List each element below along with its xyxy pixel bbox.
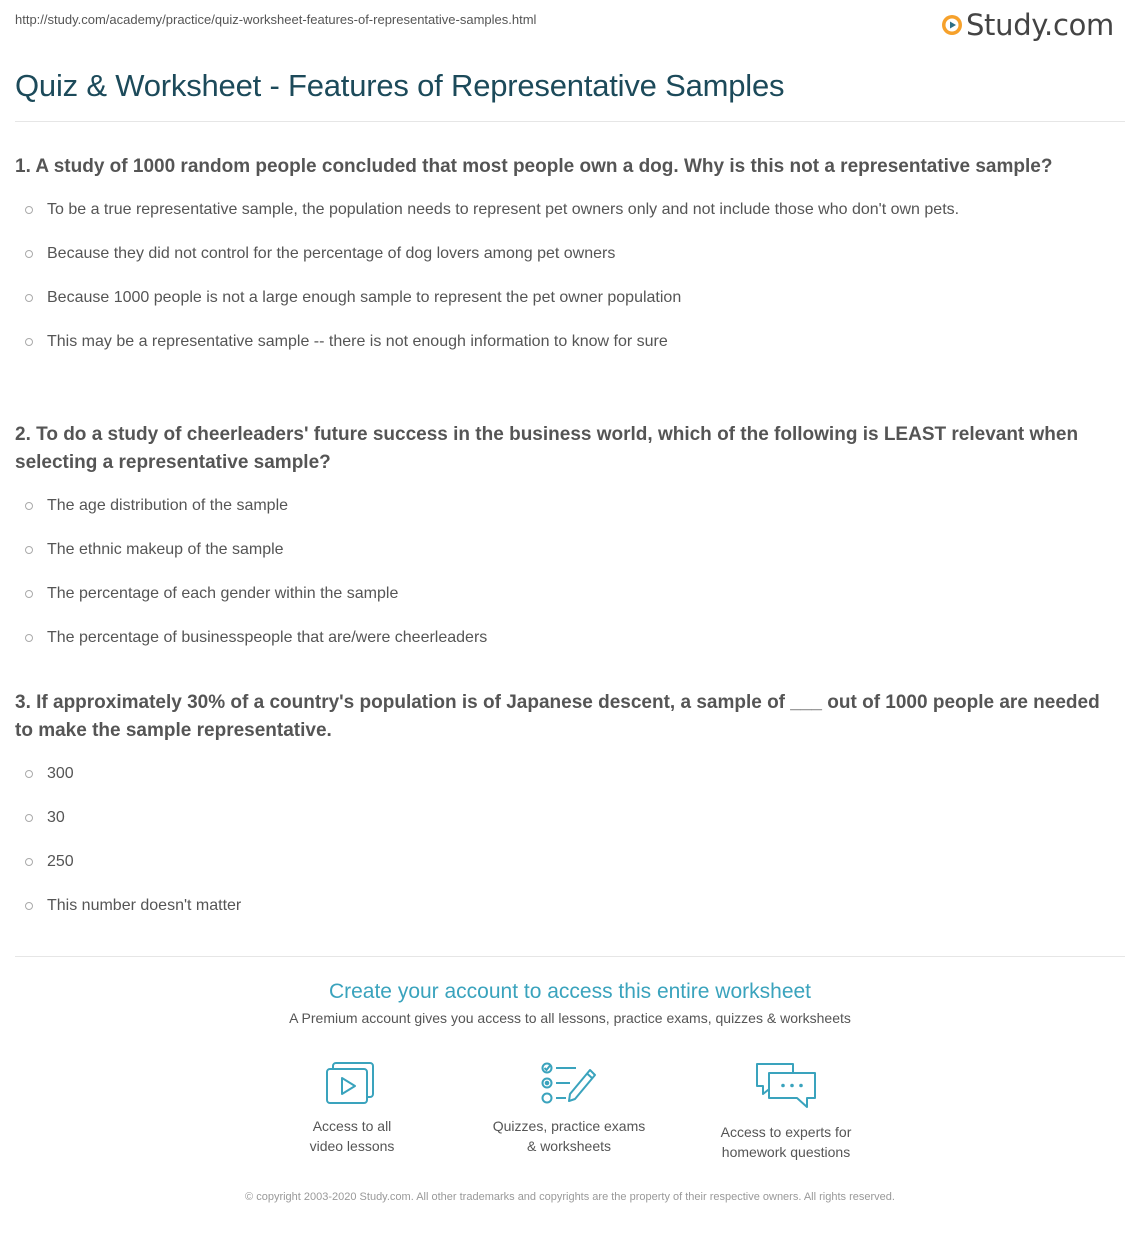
question-text: 2. To do a study of cheerleaders' future success in the business world, which of the following is LEAST relevant when selecting a representative sample? <box>15 424 1079 473</box>
quiz-checklist-icon <box>540 1060 598 1106</box>
answer-option[interactable] <box>15 629 1115 678</box>
answer-options <box>15 765 1115 946</box>
answer-options <box>15 497 1115 678</box>
feature-quizzes <box>469 1060 669 1156</box>
copyright-notice: © copyright 2003-2020 Study.com. All other trademarks and copyrights are the property of their respective owners. All rights reserved. <box>245 1191 895 1203</box>
radio-button[interactable] <box>25 814 33 822</box>
play-circle-icon <box>941 14 963 36</box>
answer-label: 300 <box>47 765 74 782</box>
radio-button[interactable] <box>25 250 33 258</box>
chat-bubbles-icon <box>753 1060 819 1112</box>
radio-button[interactable] <box>25 546 33 554</box>
answer-option[interactable] <box>15 809 1115 858</box>
page-title: Quiz & Worksheet - Features of Representative Samples <box>15 68 785 103</box>
question-3 <box>15 689 1115 946</box>
answer-label: Because 1000 people is not a large enough sample to represent the pet owner population <box>47 289 682 306</box>
cta-title-link[interactable]: Create your account to access this entire worksheet <box>328 980 812 1003</box>
answer-label: The percentage of businesspeople that are/were cheerleaders <box>47 629 488 646</box>
answer-label: This may be a representative sample -- there is not enough information to know for sure <box>47 333 668 350</box>
answer-option[interactable] <box>15 333 1115 382</box>
study-logo[interactable] <box>941 8 1114 42</box>
answer-label: The percentage of each gender within the sample <box>47 585 399 602</box>
answer-options <box>15 201 1115 382</box>
radio-button[interactable] <box>25 338 33 346</box>
answer-label: The age distribution of the sample <box>47 497 289 514</box>
question-2 <box>15 421 1115 678</box>
feature-video-lessons <box>252 1060 452 1156</box>
radio-button[interactable] <box>25 294 33 302</box>
feature-label: Quizzes, practice exams & worksheets <box>492 1118 646 1154</box>
answer-label: Because they did not control for the percentage of dog lovers among pet owners <box>47 245 616 262</box>
video-lessons-icon <box>325 1060 379 1106</box>
answer-label: To be a true representative sample, the population needs to represent pet owners only and not include those who don't own pets. <box>47 201 960 218</box>
feature-experts <box>686 1060 886 1162</box>
page-url: http://study.com/academy/practice/quiz-worksheet-features-of-representative-samples.html <box>15 12 537 27</box>
radio-button[interactable] <box>25 634 33 642</box>
question-text: 3. If approximately 30% of a country's population is of Japanese descent, a sample of ___ out of 1000 people are needed to make the sample representative. <box>15 692 1100 741</box>
answer-label: The ethnic makeup of the sample <box>47 541 284 558</box>
divider <box>15 956 1125 957</box>
feature-label: Access to experts for homework questions <box>720 1124 852 1160</box>
answer-option[interactable] <box>15 897 1115 946</box>
radio-button[interactable] <box>25 902 33 910</box>
signup-cta <box>0 980 1140 1026</box>
question-text: 1. A study of 1000 random people concluded that most people own a dog. Why is this not a representative sample? <box>15 156 1053 177</box>
answer-option[interactable] <box>15 765 1115 814</box>
answer-label: This number doesn't matter <box>47 897 242 914</box>
question-1 <box>15 153 1115 382</box>
radio-button[interactable] <box>25 206 33 214</box>
logo-text: Study.com <box>965 8 1114 42</box>
answer-label: 30 <box>47 809 65 826</box>
answer-label: 250 <box>47 853 74 870</box>
radio-button[interactable] <box>25 590 33 598</box>
cta-subtitle: A Premium account gives you access to all lessons, practice exams, quizzes & worksheets <box>289 1010 851 1026</box>
feature-label: Access to all video lessons <box>309 1118 395 1154</box>
radio-button[interactable] <box>25 858 33 866</box>
radio-button[interactable] <box>25 770 33 778</box>
radio-button[interactable] <box>25 502 33 510</box>
divider <box>15 121 1125 122</box>
